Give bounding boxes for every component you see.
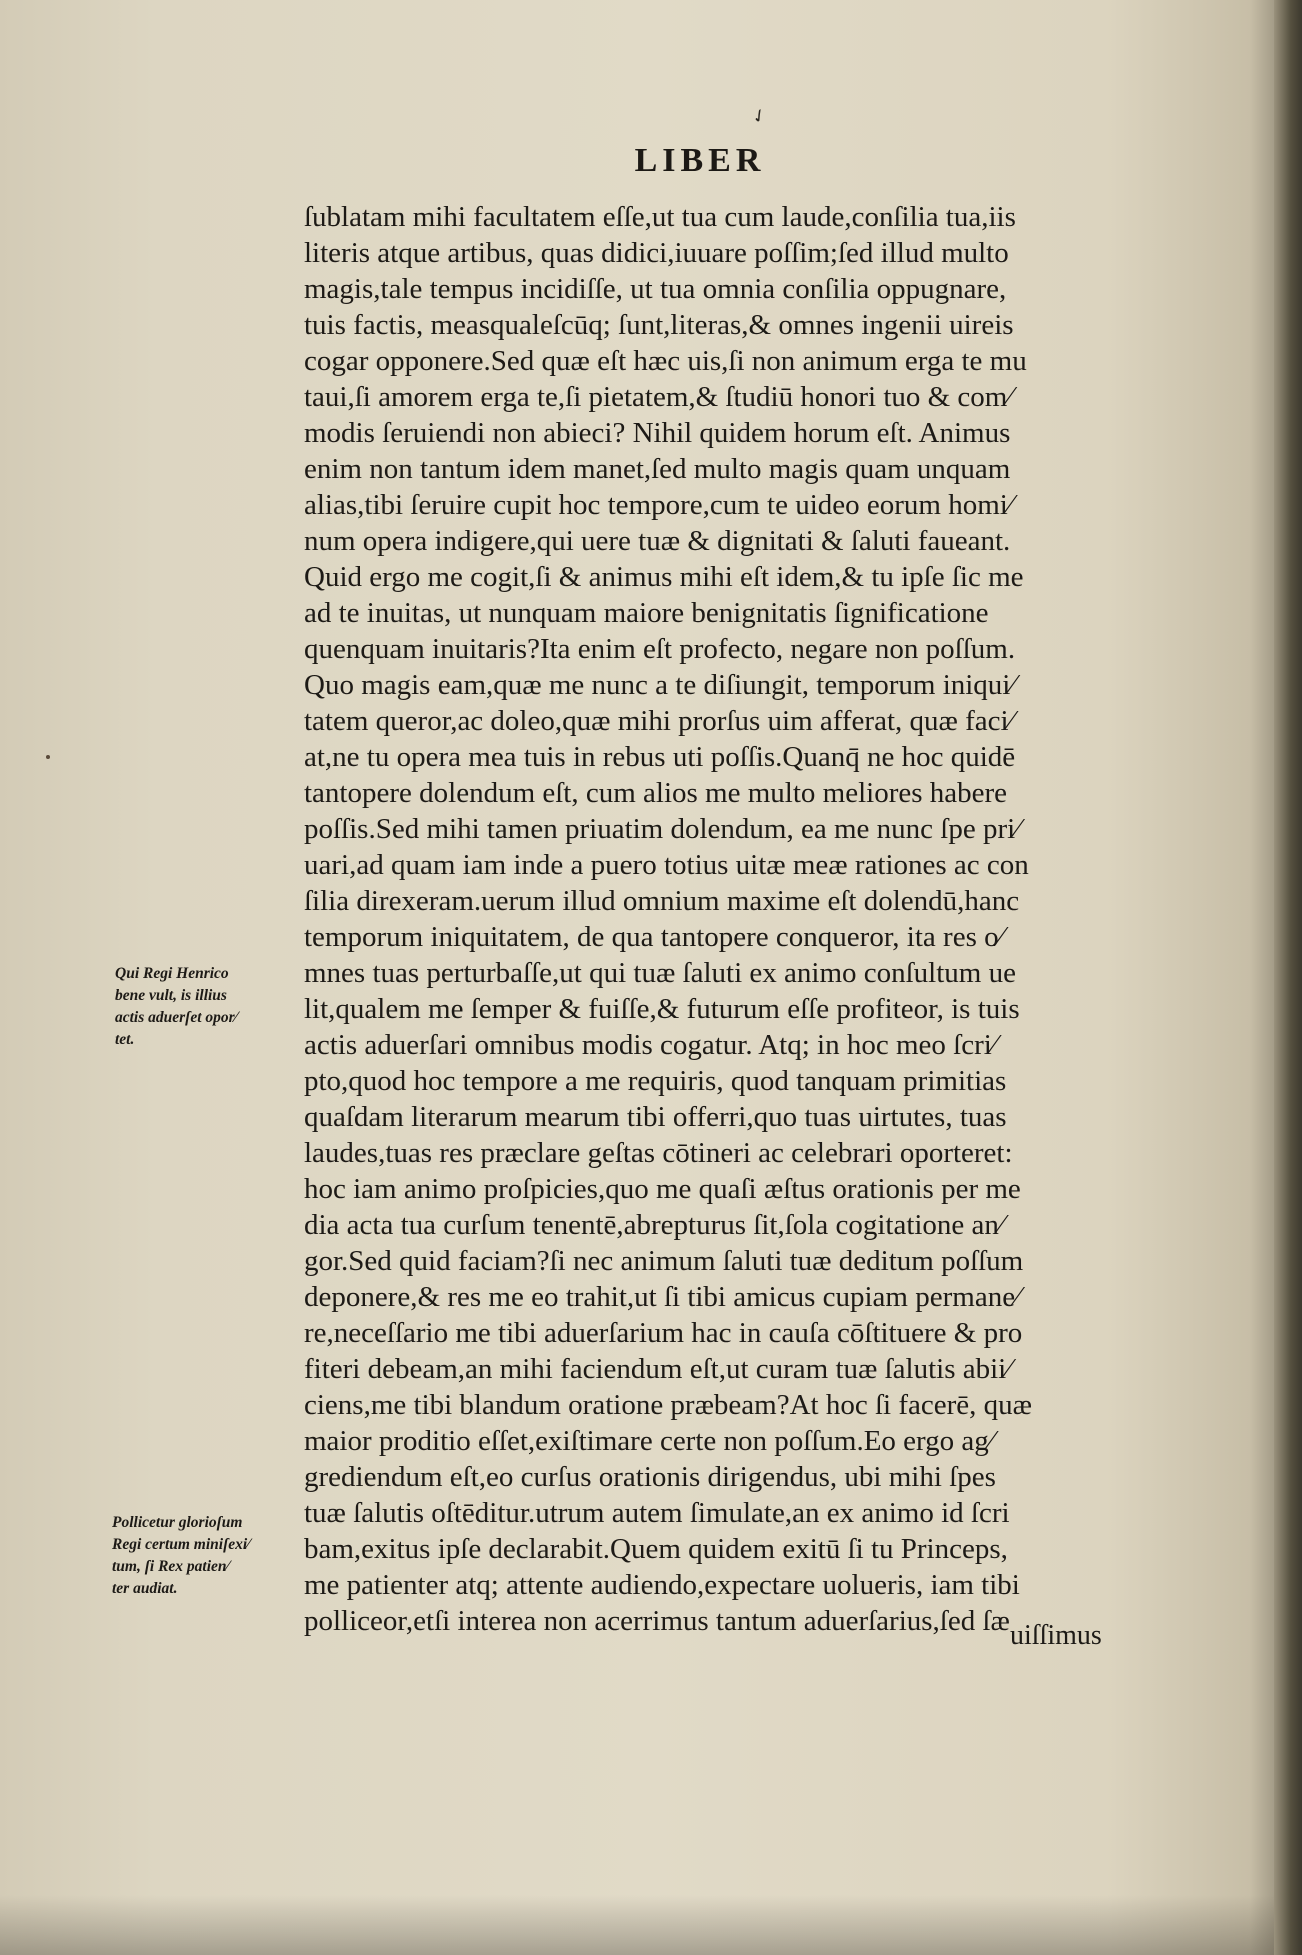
text-line: maior proditio eſſet,exiſtimare certe non poſſum.Eo ergo ag⁄ (304, 1425, 994, 1457)
text-line: lit,qualem me ſemper & fuiſſe,& futurum eſſe profiteor, is tuis (304, 993, 1020, 1025)
marginal-note-line: Regi certum miniſexi⁄ (112, 1536, 250, 1553)
main-text-block (304, 199, 1184, 1639)
text-line: grediendum eſt,eo curſus orationis dirigendus, ubi mihi ſpes (304, 1461, 996, 1493)
text-line: Quo magis eam,quæ me nunc a te diſiungit, temporum iniqui⁄ (304, 669, 1016, 701)
text-line: ciens,me tibi blandum oratione præbeam?At hoc ſi facerē, quæ (304, 1389, 1032, 1421)
text-line: poſſis.Sed mihi tamen priuatim dolendum, ea me nunc ſpe pri⁄ (304, 813, 1021, 845)
marginal-note-line: tet. (115, 1031, 135, 1048)
text-line: mnes tuas perturbaſſe,ut qui tuæ ſaluti ex animo conſultum ue (304, 957, 1016, 989)
marginal-note-line: tum, ſi Rex patien⁄ (112, 1558, 230, 1575)
text-line: uari,ad quam iam inde a puero totius uitæ meæ rationes ac con (304, 849, 1029, 881)
text-line: quaſdam literarum mearum tibi offerri,quo tuas uirtutes, tuas (304, 1101, 1007, 1133)
text-line: fiteri debeam,an mihi faciendum eſt,ut curam tuæ ſalutis abii⁄ (304, 1353, 1012, 1385)
text-line: temporum iniquitatem, de qua tantopere conqueror, ita res o⁄ (304, 921, 1004, 953)
text-line: num opera indigere,qui uere tuæ & dignitati & ſaluti faueant. (304, 525, 1011, 557)
paper-speck (46, 755, 50, 759)
text-line: quenquam inuitaris?Ita enim eſt profecto, negare non poſſum. (304, 633, 1016, 665)
text-line: tuæ ſalutis oſtēditur.utrum autem ſimulate,an ex animo id ſcri (304, 1497, 1010, 1529)
text-line: deponere,& res me eo trahit,ut ſi tibi amicus cupiam permane⁄ (304, 1281, 1020, 1313)
text-line: gor.Sed quid faciam?ſi nec animum ſaluti tuæ deditum poſſum (304, 1245, 1024, 1277)
text-line: polliceor,etſi interea non acerrimus tantum aduerſarius,ſed ſæ (304, 1605, 1010, 1637)
text-line: bam,exitus ipſe declarabit.Quem quidem exitū ſi tu Princeps, (304, 1533, 1008, 1565)
text-line: re,neceſſario me tibi aduerſarium hac in cauſa cōſtituere & pro (304, 1317, 1023, 1349)
printer-mark-icon: ✓ (747, 103, 772, 130)
marginal-note-line: bene vult, is illius (115, 987, 227, 1004)
text-line: enim non tantum idem manet,ſed multo magis quam unquam (304, 453, 1011, 485)
text-line: tatem queror,ac doleo,quæ mihi prorſus uim afferat, quæ faci⁄ (304, 705, 1014, 737)
text-line: alias,tibi ſeruire cupit hoc tempore,cum te uideo eorum homi⁄ (304, 489, 1013, 521)
text-line: cogar opponere.Sed quæ eſt hæc uis,ſi non animum erga te mu (304, 345, 1027, 377)
text-line: hoc iam animo proſpicies,quo me quaſi æſtus orationis per me (304, 1173, 1021, 1205)
marginal-note-line: ter audiat. (112, 1580, 178, 1597)
catchword: uiſſimus (1010, 1620, 1102, 1651)
text-line: pto,quod hoc tempore a me requiris, quod tanquam primitias (304, 1065, 1007, 1097)
marginal-note-line: actis aduerſet opor⁄ (115, 1009, 238, 1026)
text-line: ſilia direxeram.uerum illud omnium maxime eſt dolendū,hanc (304, 885, 1020, 917)
marginal-note-2 (112, 1512, 287, 1600)
text-line: dia acta tua curſum tenentē,abrepturus ſit,ſola cogitatione an⁄ (304, 1209, 1004, 1241)
text-line: laudes,tuas res præclare geſtas cōtineri ac celebrari oporteret: (304, 1137, 1013, 1169)
text-line: ſublatam mihi facultatem eſſe,ut tua cum laude,conſilia tua,iis (304, 201, 1016, 233)
marginal-note-line: Qui Regi Henrico (115, 965, 229, 982)
text-line: at,ne tu opera mea tuis in rebus uti poſſis.Quanq̄ ne hoc quidē (304, 741, 1016, 773)
text-line: actis aduerſari omnibus modis cogatur. Atq; in hoc meo ſcri⁄ (304, 1029, 997, 1061)
text-line: taui,ſi amorem erga te,ſi pietatem,& ſtudiū honori tuo & com⁄ (304, 381, 1013, 413)
page-edge-shadow (1274, 0, 1302, 1955)
running-head: LIBER (634, 142, 766, 179)
marginal-note-line: Pollicetur glorioſum (112, 1514, 243, 1531)
text-line: ad te inuitas, ut nunquam maiore benignitatis ſignificatione (304, 597, 989, 629)
text-line: me patienter atq; attente audiendo,expectare uolueris, iam tibi (304, 1569, 1020, 1601)
text-line: Quid ergo me cogit,ſi & animus mihi eſt idem,& tu ipſe ſic me (304, 561, 1024, 593)
text-line: literis atque artibus, quas didici,iuuare poſſim;ſed illud multo (304, 237, 1009, 269)
text-line: tuis factis, measqualeſcūq; ſunt,literas,& omnes ingenii uireis (304, 309, 1014, 341)
text-line: modis ſeruiendi non abieci? Nihil quidem horum eſt. Animus (304, 417, 1011, 449)
text-line: tantopere dolendum eſt, cum alios me multo meliores habere (304, 777, 1008, 809)
text-line: magis,tale tempus incidiſſe, ut tua omnia conſilia oppugnare, (304, 273, 1007, 305)
marginal-note-1 (115, 963, 290, 1051)
